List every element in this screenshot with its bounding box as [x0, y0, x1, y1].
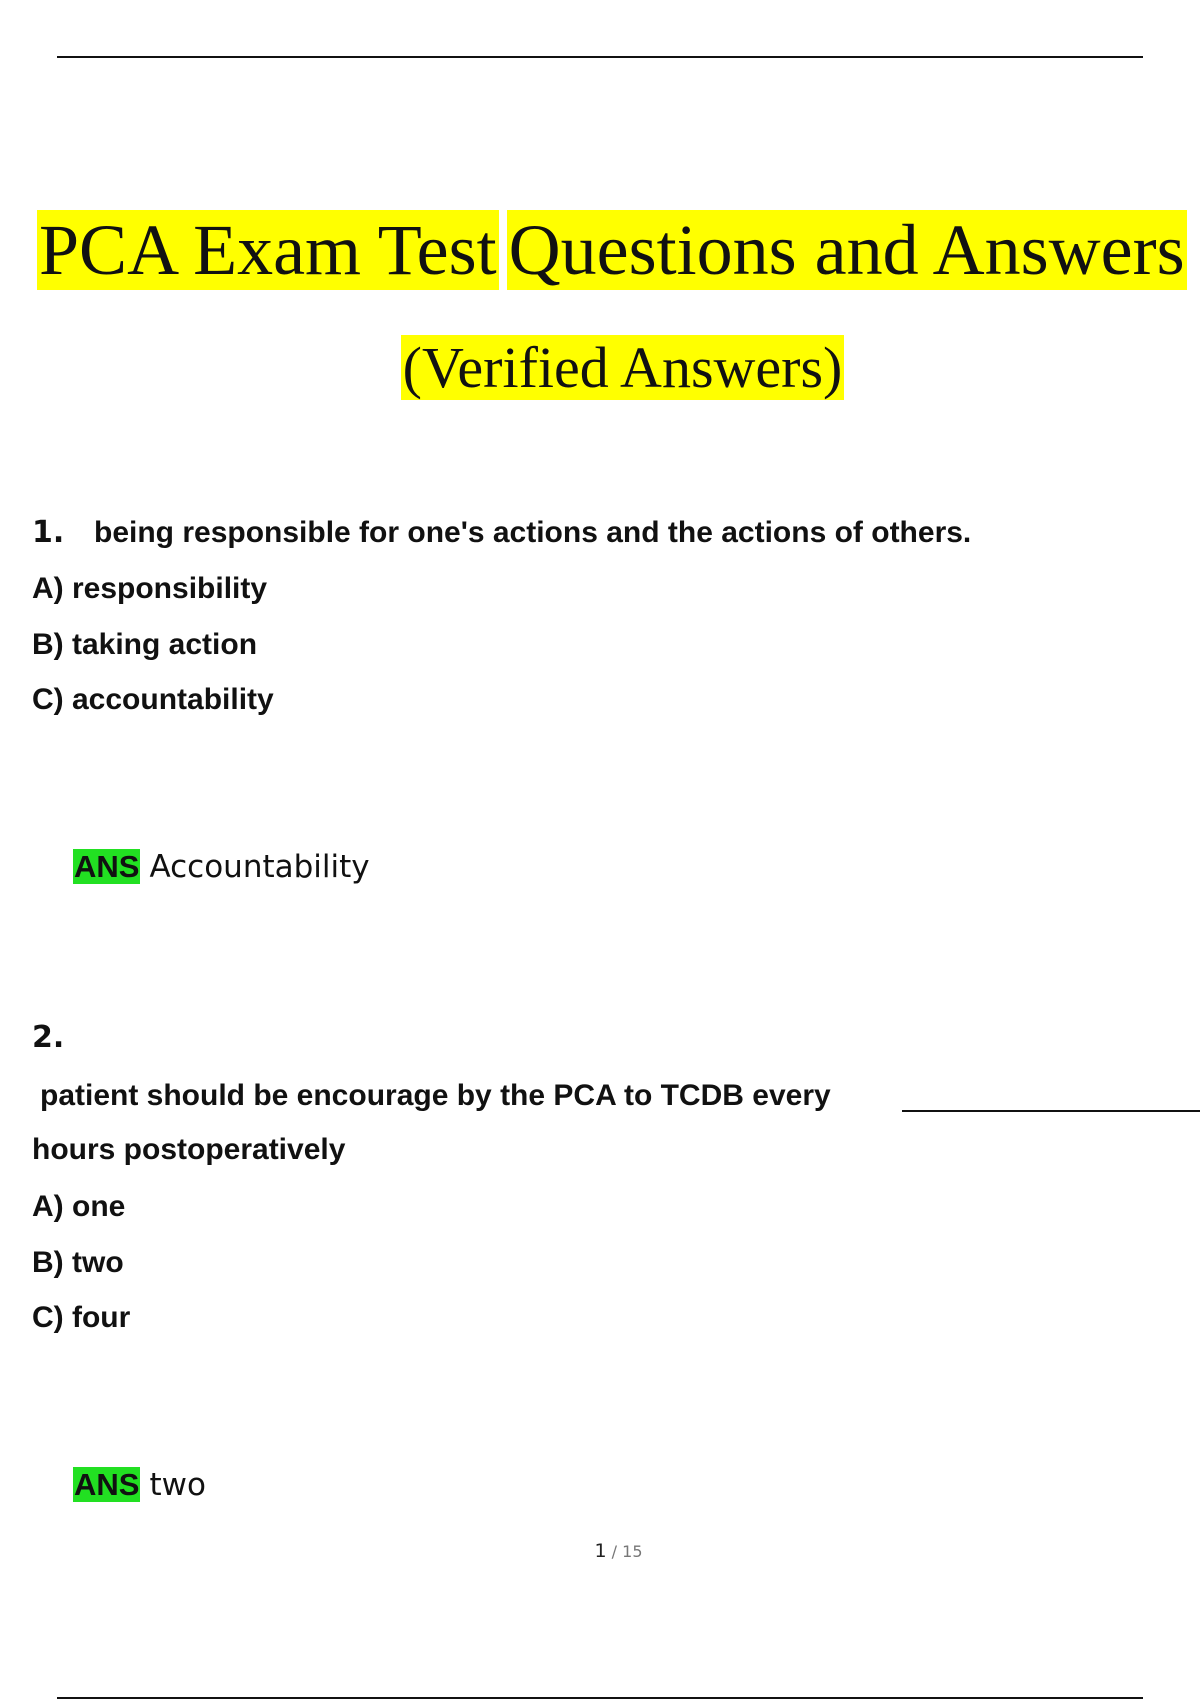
answer-text: Accountability — [149, 849, 370, 885]
header-rule — [57, 56, 1143, 58]
footer-rule — [57, 1697, 1143, 1699]
question-2-option-c: C) four — [32, 1301, 131, 1334]
current-page: 1 — [594, 1540, 607, 1562]
answer-tag: ANS — [74, 1467, 140, 1502]
total-pages: 15 — [622, 1542, 643, 1561]
question-1-text: being responsible for one's actions and the actions of others. — [94, 516, 972, 549]
question-2-number: 2. — [32, 1020, 65, 1055]
question-1-number: 1. — [32, 515, 65, 550]
question-1-option-a: A) responsibility — [32, 572, 268, 605]
question-2-option-a: A) one — [32, 1190, 126, 1223]
question-2-option-b: B) two — [32, 1246, 124, 1279]
fill-in-blank — [902, 1110, 1200, 1112]
subtitle-text: (Verified Answers) — [402, 335, 843, 400]
answer-tag: ANS — [74, 849, 140, 884]
document-title — [37, 208, 1187, 292]
page-indicator — [0, 1540, 1200, 1562]
question-2-answer — [73, 1466, 206, 1504]
title-part-2: Questions and Answers — [508, 210, 1185, 290]
question-2-text-line-2: hours postoperatively — [32, 1133, 346, 1166]
question-1-option-c: C) accountability — [32, 683, 274, 716]
question-1-option-b: B) taking action — [32, 628, 258, 661]
question-2-text-line-1: patient should be encourage by the PCA to TCDB every — [40, 1079, 831, 1112]
title-part-1: PCA Exam Test — [39, 210, 497, 290]
question-1-answer — [73, 848, 370, 886]
document-subtitle — [0, 336, 1200, 400]
answer-text: two — [149, 1467, 206, 1503]
page-separator: / — [606, 1542, 623, 1561]
